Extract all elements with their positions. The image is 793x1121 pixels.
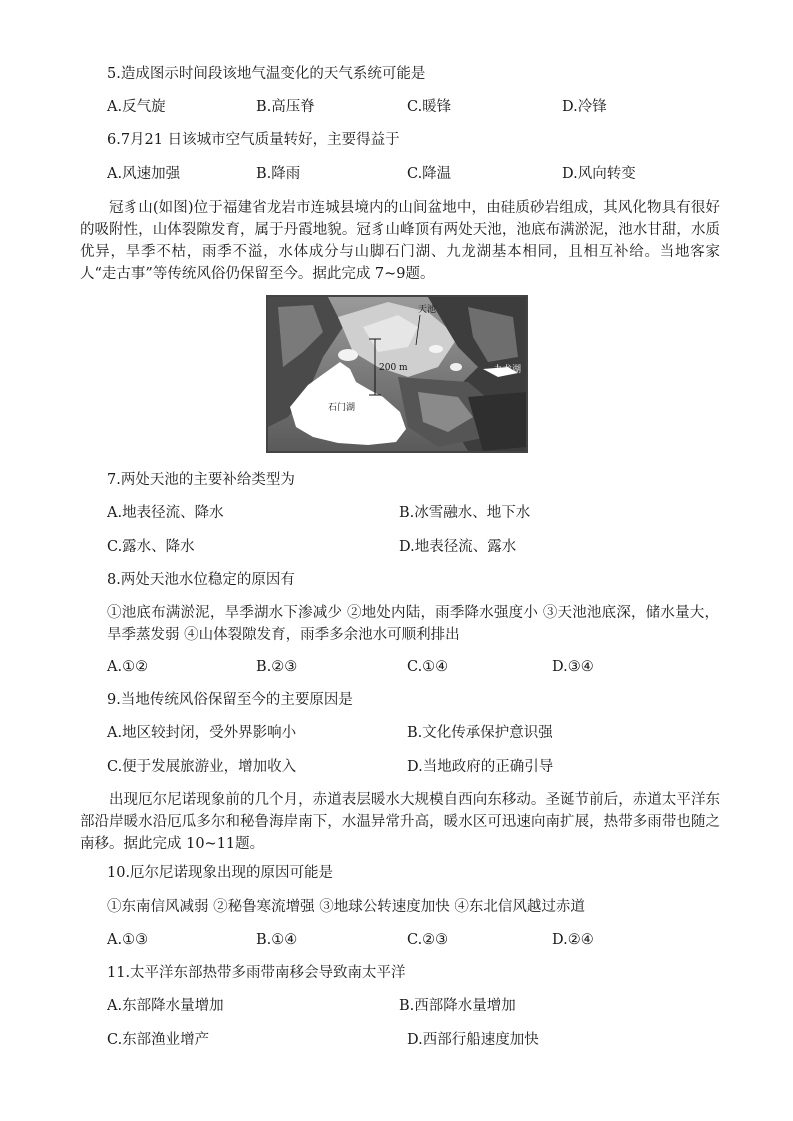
q5-option-c[interactable]: C.暖锋 bbox=[407, 99, 452, 115]
q5-stem: 5.造成图示时间段该地气温变化的天气系统可能是 bbox=[107, 66, 426, 82]
q6-option-a[interactable]: A.风速加强 bbox=[107, 166, 181, 182]
q11-option-b[interactable]: B.西部降水量增加 bbox=[399, 998, 516, 1014]
q11-option-c[interactable]: C.东部渔业增产 bbox=[107, 1032, 210, 1048]
q9-option-b[interactable]: B.文化传承保护意识强 bbox=[407, 725, 553, 741]
q6-option-d[interactable]: D.风向转变 bbox=[562, 166, 636, 182]
passage-guanzhishan: 冠豸山(如图)位于福建省龙岩市连城县境内的山间盆地中，由硅质砂岩组成，其风化物具有很好的吸附性，山体裂隙发育，属于丹霞地貌。冠豸山峰顶有两处天池，池底布满淤泥，池水甘甜，水质优异，旱季不枯，雨季不溢，水体成分与山脚石门湖、九龙湖基本相同，且相互补给。当地客家人“走古事”等传统风俗仍保留至今。据此完成 7~9题。 bbox=[80, 200, 720, 282]
q8-option-a[interactable]: A.①② bbox=[107, 659, 149, 675]
q9-option-c[interactable]: C.便于发展旅游业，增加收入 bbox=[107, 759, 297, 775]
q9-stem: 9.当地传统风俗保留至今的主要原因是 bbox=[107, 692, 353, 708]
q11-option-d[interactable]: D.西部行船速度加快 bbox=[407, 1032, 539, 1048]
q8-statements: ①池底布满淤泥，旱季湖水下渗减少 ②地处内陆，雨季降水强度小 ③天池池底深，储水量大，旱季蒸发弱 ④山体裂隙发育，雨季多余池水可顺利排出 bbox=[107, 605, 719, 643]
q7-option-c[interactable]: C.露水、降水 bbox=[107, 539, 195, 555]
q5-option-b[interactable]: B.高压脊 bbox=[256, 99, 315, 115]
figure-label-shimenhu: 石门湖 bbox=[328, 403, 356, 413]
q10-option-d[interactable]: D.②④ bbox=[552, 932, 594, 948]
q9-option-a[interactable]: A.地区较封闭，受外界影响小 bbox=[107, 725, 297, 741]
passage-el-nino: 出现厄尔尼诺现象前的几个月，赤道表层暖水大规模自西向东移动。圣诞节前后，赤道太平洋东部沿岸暖水沿厄瓜多尔和秘鲁海岸南下，水温异常升高，暖水区可迅速向南扩展，热带多雨带也随之南移。据此完成 10~11题。 bbox=[80, 792, 720, 852]
figure-label-tianchi: 天池 bbox=[418, 305, 437, 315]
q6-stem: 6.7月21 日该城市空气质量转好，主要得益于 bbox=[107, 132, 400, 148]
q10-option-a[interactable]: A.①③ bbox=[107, 932, 149, 948]
q10-statements: ①东南信风减弱 ②秘鲁寒流增强 ③地球公转速度加快 ④东北信风越过赤道 bbox=[107, 899, 585, 915]
q8-option-d[interactable]: D.③④ bbox=[552, 659, 594, 675]
q5-option-a[interactable]: A.反气旋 bbox=[107, 99, 166, 115]
q7-option-d[interactable]: D.地表径流、露水 bbox=[399, 539, 517, 555]
guanzhishan-photo bbox=[266, 295, 528, 453]
q6-option-b[interactable]: B.降雨 bbox=[256, 166, 301, 182]
q11-stem: 11.太平洋东部热带多雨带南移会导致南太平洋 bbox=[107, 965, 406, 981]
q10-option-b[interactable]: B.①④ bbox=[256, 932, 298, 948]
q7-option-b[interactable]: B.冰雪融水、地下水 bbox=[399, 505, 531, 521]
q11-option-a[interactable]: A.东部降水量增加 bbox=[107, 998, 224, 1014]
q10-option-c[interactable]: C.②③ bbox=[407, 932, 449, 948]
q8-option-c[interactable]: C.①④ bbox=[407, 659, 449, 675]
q8-stem: 8.两处天池水位稳定的原因有 bbox=[107, 572, 295, 588]
figure-label-height: 200 m bbox=[379, 363, 408, 373]
q9-option-d[interactable]: D.当地政府的正确引导 bbox=[407, 759, 554, 775]
mountain-terrain-graphic bbox=[268, 297, 526, 451]
figure-label-jiulonghu: 九龙湖 bbox=[494, 365, 522, 375]
q6-option-c[interactable]: C.降温 bbox=[407, 166, 452, 182]
q10-stem: 10.厄尔尼诺现象出现的原因可能是 bbox=[107, 865, 334, 881]
q8-option-b[interactable]: B.②③ bbox=[256, 659, 298, 675]
q7-stem: 7.两处天池的主要补给类型为 bbox=[107, 472, 295, 488]
q7-option-a[interactable]: A.地表径流、降水 bbox=[107, 505, 224, 521]
q5-option-d[interactable]: D.冷锋 bbox=[562, 99, 607, 115]
